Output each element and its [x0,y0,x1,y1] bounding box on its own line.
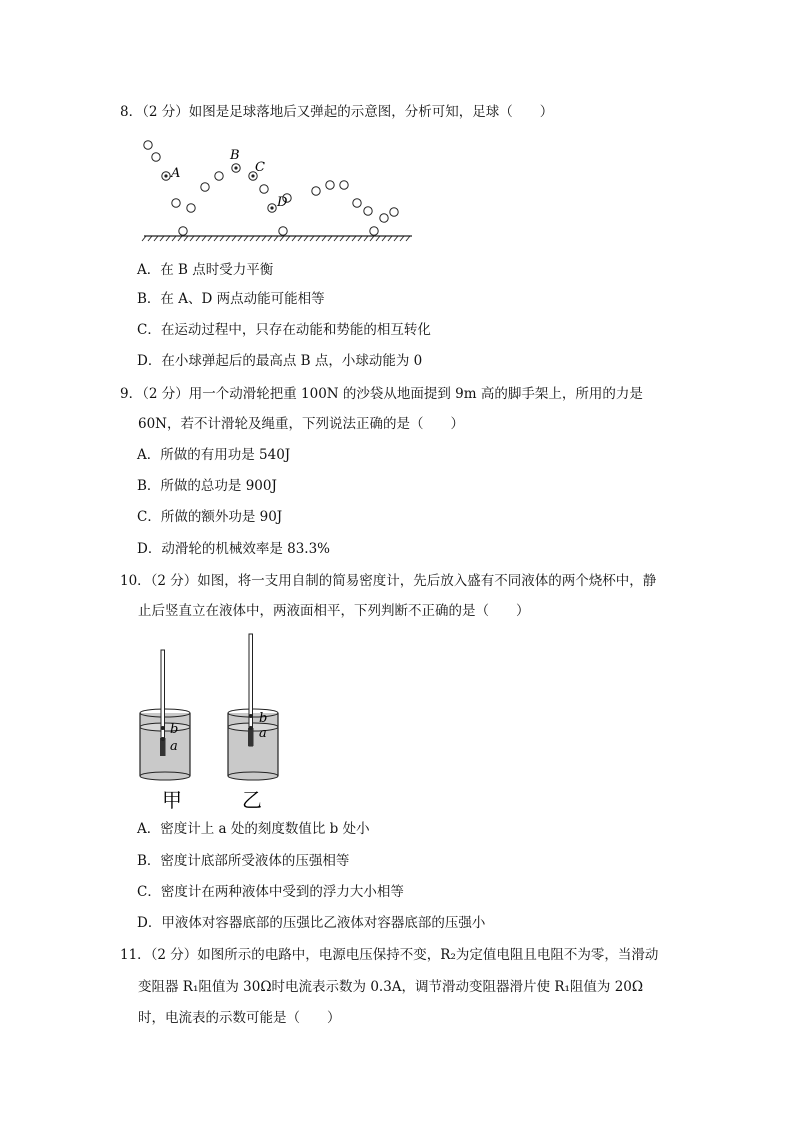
q11-stem-line-1: 11．（2 分）如图所示的电路中，电源电压保持不变，R₂为定值电阻且电阻不为零，当滑动 [120,947,659,963]
q9-option-a: A．所做的有用功是 540J [137,447,291,463]
q10-stem-line-2: 止后竖直立在液体中，两液面相平，下列判断不正确的是（ ） [138,603,530,619]
beaker-left [140,650,190,780]
q8-option-d: D．在小球弹起后的最高点 B 点，小球动能为 0 [137,353,423,369]
q10-option-a: A．密度计上 a 处的刻度数值比 b 处小 [137,821,370,837]
label-c: C [255,160,265,175]
mark-a-right: a [259,726,267,741]
label-b: B [230,148,240,163]
caption-yi: 乙 [242,788,262,812]
q10-hydrometer-figure [135,630,295,810]
q8-stem: 8．（2 分）如图是足球落地后又弹起的示意图，分析可知，足球（ ） [120,104,554,120]
q8-ball-bounce-figure [140,140,420,242]
q11-stem-line-2: 变阻器 R₁阻值为 30Ω时电流表示数为 0.3A，调节滑动变阻器滑片使 R₁阻值为 20Ω [138,979,644,995]
q8-option-c: C．在运动过程中，只存在动能和势能的相互转化 [137,322,431,338]
label-a: A [171,166,181,181]
q10-option-d: D．甲液体对容器底部的压强比乙液体对容器底部的压强小 [137,915,486,931]
q8-option-a: A．在 B 点时受力平衡 [137,262,274,278]
q11-stem-line-3: 时，电流表的示数可能是（ ） [138,1010,341,1026]
mark-b-right: b [259,711,268,726]
beaker-right [228,634,278,780]
caption-jia: 甲 [162,788,182,812]
q10-option-b: B．密度计底部所受液体的压强相等 [137,853,350,869]
q9-stem-line-2: 60N，若不计滑轮及绳重，下列说法正确的是（ ） [138,416,464,432]
q9-stem-line-1: 9．（2 分）用一个动滑轮把重 100N 的沙袋从地面提到 9m 高的脚手架上，所用的力是 [120,386,643,402]
q8-option-b: B．在 A、D 两点动能可能相等 [137,291,325,307]
q9-option-b: B．所做的总功是 900J [137,478,277,494]
q10-option-c: C．密度计在两种液体中受到的浮力大小相等 [137,884,404,900]
q9-option-c: C．所做的额外功是 90J [137,509,283,525]
q10-stem-line-1: 10．（2 分）如图，将一支用自制的简易密度计，先后放入盛有不同液体的两个烧杯中，静 [120,573,657,589]
q9-option-d: D．动滑轮的机械效率是 83.3% [137,541,331,557]
mark-a-left: a [170,739,178,754]
label-d: D [277,195,288,210]
mark-b-left: b [170,722,179,737]
